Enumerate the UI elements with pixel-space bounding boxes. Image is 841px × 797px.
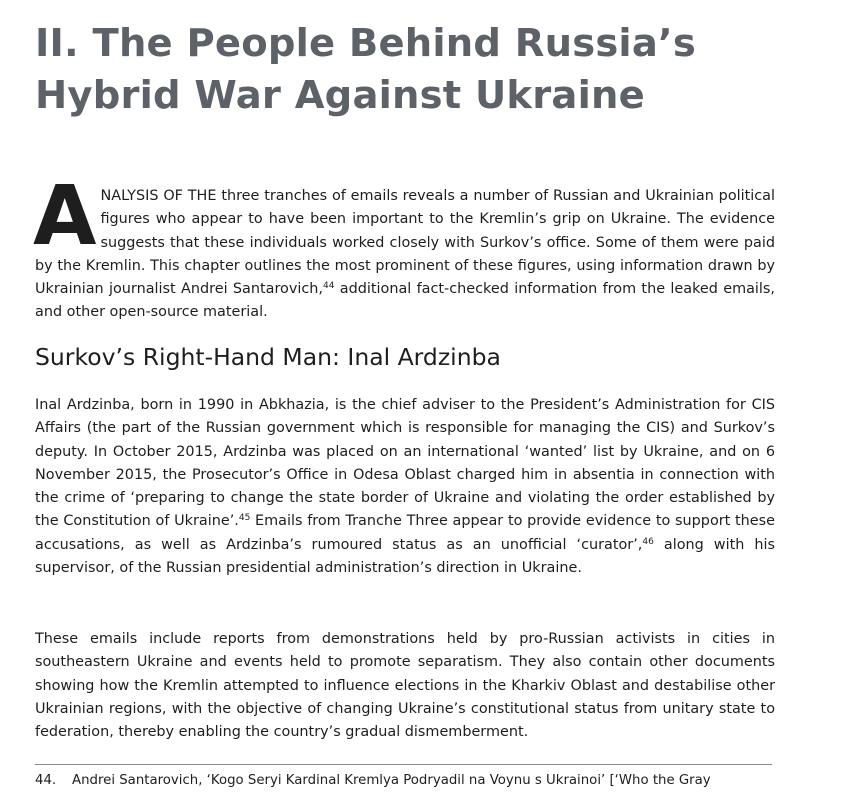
intro-text-1: three tranches of emails reveals a number of Russian and Ukrainian political figures who appear to have been important to the Kremlin’s grip on Ukraine. The evidence suggests that these individuals worked closely with Surkov’s office. Some of them were paid by the Kremlin. This chapter outlines the most prominent of these figures, using information drawn by Ukrainian journalist Andrei Santarovich, (35, 188, 775, 298)
chapter-title-line-1: II. The People Behind Russia’s (35, 21, 696, 66)
chapter-title-line-2: Hybrid War Against Ukraine (35, 73, 645, 118)
paragraph-1-part-1: Inal Ardzinba, born in 1990 in Abkhazia, is the chief adviser to the President’s Administration for CIS Affairs (the part of the Russian government which is responsible for managing the CIS) and Surkov’s deputy. In October 2015, Ardzinba was placed on an international ‘wanted’ list by Ukraine, and on 6 November 2015, the Prosecutor’s Office in Odesa Oblast charged him in absentia in connection with the crime of ‘preparing to change the state border of Ukraine and violating the order established by the Constitution of Ukraine’. (35, 397, 775, 530)
footnote-divider (35, 764, 772, 765)
footnote-44 (35, 771, 795, 791)
body-paragraph-2: These emails include reports from demonstrations held by pro-Russian activists in cities in southeastern Ukraine and events held to promote separatism. They also contain other documents showing how the Kremlin attempted to influence elections in the Kharkiv Oblast and destabilise other Ukrainian regions, with the objective of changing Ukraine’s constitutional status from unitary state to federation, thereby enabling the country’s gradual dismemberment. (35, 631, 775, 741)
intro-text-2: additional fact-checked information from the leaked emails, and other open-source material. (35, 281, 775, 321)
drop-cap: A (33, 169, 97, 264)
intro-lead-caps: NALYSIS OF THE (100, 188, 217, 204)
footnote-ref-45: 45 (238, 513, 251, 524)
footnote-number: 44. (35, 773, 57, 788)
chapter-title (35, 18, 825, 122)
section-heading: Surkov’s Right-Hand Man: Inal Ardzinba (35, 343, 501, 371)
footnote-ref-44: 44 (322, 281, 335, 292)
body-paragraph-1 (35, 394, 775, 580)
paragraph-1-part-2: Emails from Tranche Three appear to provide evidence to support these accusations, as well as Ardzinba’s rumoured status as an unofficial ‘curator’, (35, 513, 776, 553)
footnote-text: Andrei Santarovich, ‘Kogo Seryi Kardinal Kremlya Podryadil na Voynu s Ukrainoi’ [‘Who the Gray (72, 773, 711, 788)
footnote-ref-46: 46 (642, 536, 654, 547)
intro-paragraph (33, 169, 775, 325)
paragraph-1-part-3: along with his supervisor, of the Russian presidential administration’s direction in Ukraine. (35, 536, 775, 577)
